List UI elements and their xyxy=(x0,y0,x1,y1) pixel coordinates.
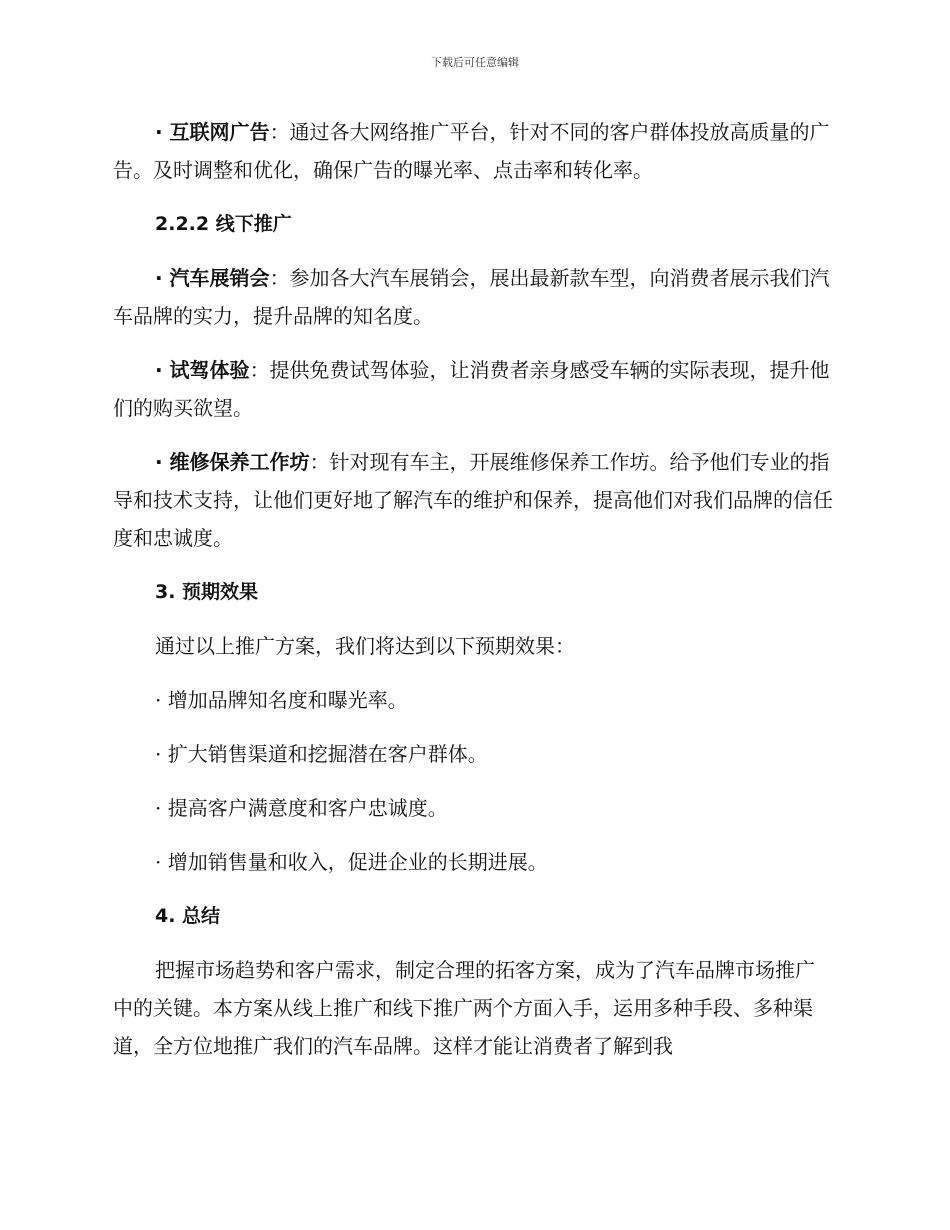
page-header-note: 下载后可任意编辑 xyxy=(431,56,519,69)
text-maintenance-workshop: ：针对现有车主，开展维修保养工作坊。给予他们专业的指导和技术支持，让他们更好地了解汽车的维护和保养，提高他们对我们品牌的信任度和忠诚度。 xyxy=(113,450,833,550)
bullet-sales-channels: · 扩大销售渠道和挖掘潜在客户群体。 xyxy=(155,742,488,766)
text-test-drive: ：提供免费试驾体验，让消费者亲身感受车辆的实际表现，提升他们的购买欲望。 xyxy=(113,358,830,420)
paragraph-internet-ads xyxy=(113,113,833,189)
term-test-drive: · 试驾体验 xyxy=(155,358,250,382)
bullet-brand-awareness: · 增加品牌知名度和曝光率。 xyxy=(155,688,408,712)
paragraph-test-drive xyxy=(113,351,833,427)
text-auto-show: ：参加各大汽车展销会，展出最新款车型，向消费者展示我们汽车品牌的实力，提升品牌的知名度。 xyxy=(113,266,830,328)
heading-offline-promotion: 2.2.2 线下推广 xyxy=(155,213,292,235)
paragraph-expected-intro: 通过以上推广方案，我们将达到以下预期效果： xyxy=(155,634,575,658)
term-maintenance-workshop: · 维修保养工作坊 xyxy=(155,450,310,474)
paragraph-maintenance-workshop xyxy=(113,443,833,557)
heading-summary: 4. 总结 xyxy=(155,905,221,927)
paragraph-summary: 把握市场趋势和客户需求，制定合理的拓客方案，成为了汽车品牌市场推广中的关键。本方案从线上推广和线下推广两个方面入手，运用多种手段、多种渠道，全方位地推广我们的汽车品牌。这样才能让消费者了解到我 xyxy=(113,958,815,1058)
document-body xyxy=(113,113,833,1081)
paragraph-auto-show xyxy=(113,259,833,335)
term-internet-ads: · 互联网广告 xyxy=(155,120,270,144)
heading-expected-results: 3. 预期效果 xyxy=(155,581,259,603)
bullet-sales-growth: · 增加销售量和收入，促进企业的长期进展。 xyxy=(155,850,548,874)
text-internet-ads: ：通过各大网络推广平台，针对不同的客户群体投放高质量的广告。及时调整和优化，确保广告的曝光率、点击率和转化率。 xyxy=(113,120,830,182)
bullet-customer-satisfaction: · 提高客户满意度和客户忠诚度。 xyxy=(155,796,448,820)
term-auto-show: · 汽车展销会 xyxy=(155,266,270,290)
